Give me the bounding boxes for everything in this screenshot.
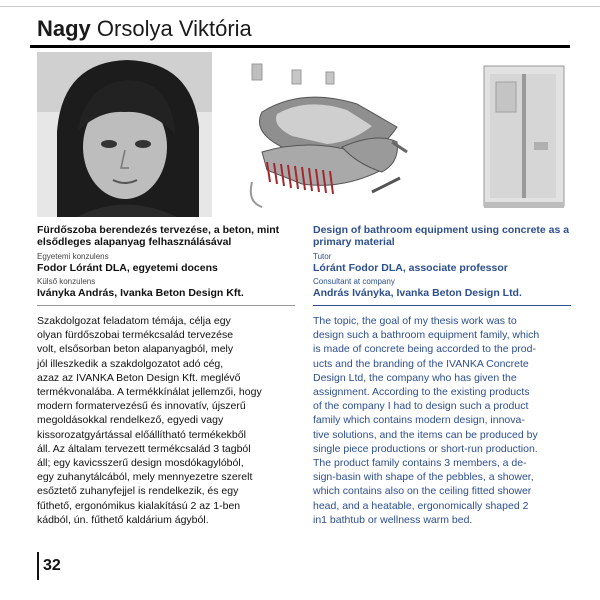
section-divider-hu [37,305,295,306]
abstract-hu: Szakdolgozat feladatom témája, célja egy olyan fürdőszobai termékcsalád tervezése volt, elsősorban beton alapanyagból, mely jól illeszkedik a szakdolgozatot adó cég, azaz az IVANKA Beton Design Kft. meglévő termékvonalába. A termékkínálat jellemzői, hogy modern formatervezésű és innovatív, újszerű megoldásokkal rendelkező, egyedi vagy kissorozatgyártással előállítható termékekből áll. Az általam tervezett termékcsalád 3 tagból áll; egy kavicsszerű design mosdókagylóból, egy zuhanytálcából, mely mennyezetre szerelt esőztető zuhanyfejjel is rendelkezik, és egy fűthető, ergonómikus kialakítású 2 az 1-ben kádból, ún. fűthető kaldárium ágyból. [37,315,262,526]
consultant-label-en: Consultant at company [313,277,395,286]
credits-hu [37,224,297,302]
consultant-en: András Iványka, Ivanka Beton Design Ltd. [313,287,522,299]
author-family-name: Nagy [37,16,91,41]
tutor-label-hu: Egyetemi konzulens [37,252,109,261]
portrait-photo [37,52,212,217]
shower-cabinet [484,66,564,208]
consultant-label-hu: Külső konzulens [37,277,96,286]
credits-en [313,224,573,302]
top-divider [0,6,600,7]
author-name [37,16,252,42]
abstract-en: The topic, the goal of my thesis work was to design such a bathroom equipment family, which is made of concrete being accorded to the prod- ucts and the branding of the IVANKA Concrete Design Ltd, the company who has given the assignment. According to the existing products of the company I had to design such a product family which contains modern design, innova- tive solutions, and the items can be produced by single piece productions or short-run production. The product family contains 3 members, a de- sign-basin with shape of the pebbles, a shower, which contains also on the ceiling fitted shower head, and a heatable, ergonomically shaped 2 in1 bathtub or wellness warm bed. [313,315,540,526]
tutor-label-en: Tutor [313,252,332,261]
page-number: 32 [43,557,61,574]
title-en: Design of bathroom equipment using concrete as a primary material [313,224,570,248]
tutor-hu: Fodor Lóránt DLA, egyetemi docens [37,262,218,274]
title-hu: Fürdőszoba berendezés tervezése, a beton, mint elsődleges alapanyag felhasználásával [37,224,280,248]
section-divider-en [313,305,571,306]
product-render-image [222,52,582,217]
header-rule [30,45,570,48]
page-number-bar [37,552,39,580]
author-given-name: Orsolya Viktória [96,16,252,41]
consultant-hu: Iványka András, Ivanka Beton Design Kft. [37,287,244,299]
tutor-en: Lóránt Fodor DLA, associate professor [313,262,508,274]
